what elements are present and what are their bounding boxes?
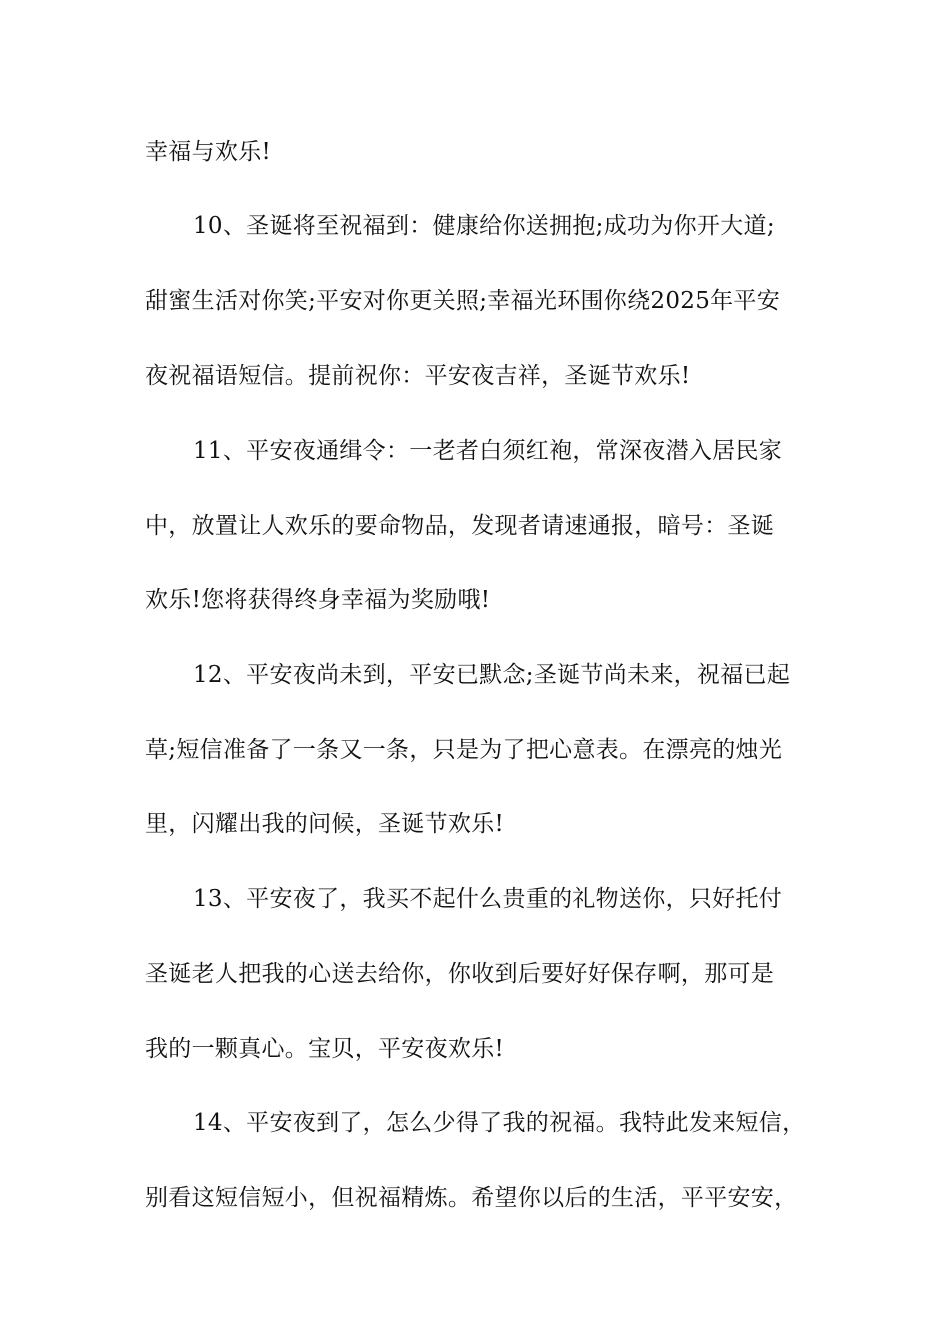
paragraph-11-line-3: 欢乐!您将获得终身幸福为奖励哦! xyxy=(145,587,491,613)
paragraph-10-line-3: 夜祝福语短信。提前祝你：平安夜吉祥，圣诞节欢乐! xyxy=(145,363,691,389)
paragraph-14-line-2: 别看这短信短小，但祝福精炼。希望你以后的生活，平平安安， xyxy=(145,1185,798,1211)
paragraph-12-line-2: 草;短信准备了一条又一条，只是为了把心意表。在漂亮的烛光 xyxy=(145,737,783,763)
paragraph-11-line-2: 中，放置让人欢乐的要命物品，发现者请速通报，暗号：圣诞 xyxy=(145,513,775,539)
paragraph-12-line-1: 12、平安夜尚未到，平安已默念;圣诞节尚未来，祝福已起 xyxy=(193,662,791,688)
paragraph-10-line-1: 10、圣诞将至祝福到：健康给你送拥抱;成功为你开大道; xyxy=(193,213,775,239)
paragraph-10-line-2: 甜蜜生活对你笑;平安对你更关照;幸福光环围你绕2025年平安 xyxy=(145,288,781,314)
paragraph-14-line-1: 14、平安夜到了，怎么少得了我的祝福。我特此发来短信， xyxy=(193,1110,806,1136)
text-line: 幸福与欢乐! xyxy=(145,139,272,165)
paragraph-13-line-2: 圣诞老人把我的心送去给你，你收到后要好好保存啊，那可是 xyxy=(145,961,775,987)
paragraph-11-line-1: 11、平安夜通缉令：一老者白须红袍，常深夜潜入居民家 xyxy=(193,438,783,464)
paragraph-12-line-3: 里，闪耀出我的问候，圣诞节欢乐! xyxy=(145,811,505,837)
paragraph-13-line-3: 我的一颗真心。宝贝，平安夜欢乐! xyxy=(145,1036,505,1062)
paragraph-13-line-1: 13、平安夜了，我买不起什么贵重的礼物送你，只好托付 xyxy=(193,886,783,912)
